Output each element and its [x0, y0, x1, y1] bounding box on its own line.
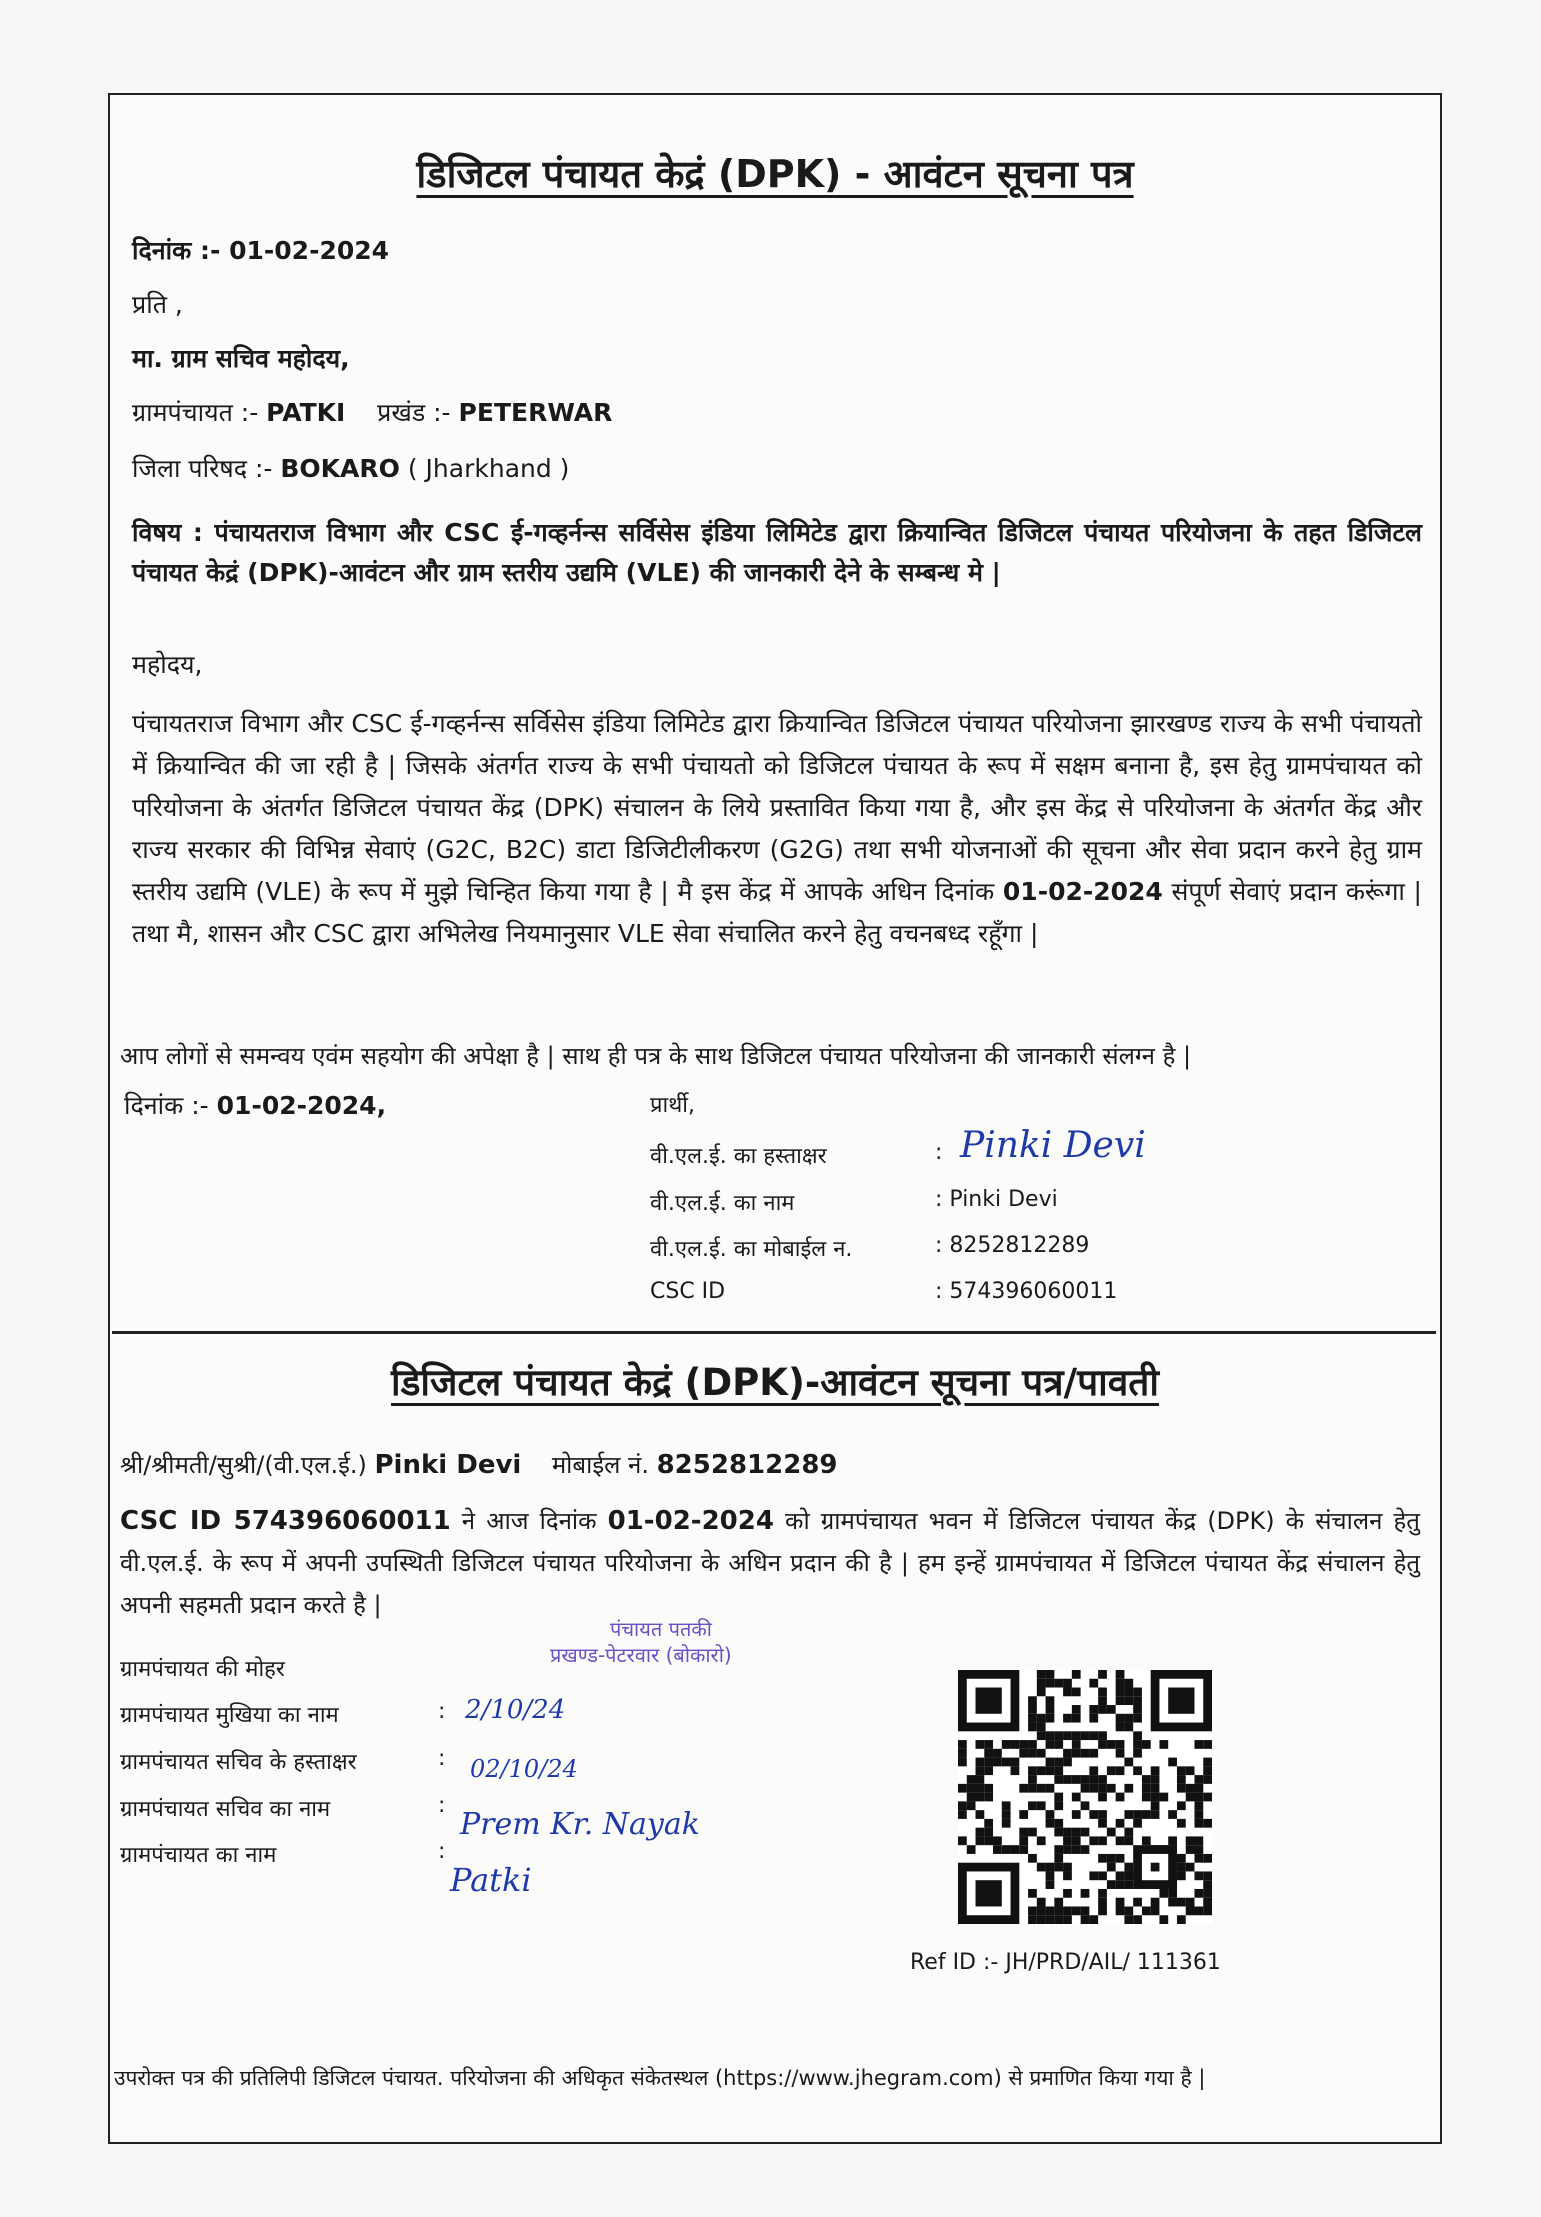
receipt-line1: [120, 1447, 838, 1483]
receipt-mobile-label: मोबाईल नं.: [551, 1451, 649, 1479]
vle-name: : Pinki Devi: [935, 1187, 1058, 1212]
letter-title: डिजिटल पंचायत केद्रं (DPK) - आवंटन सूचना पत्र: [416, 152, 1134, 196]
panchayat-label: ग्रामपंचायत :-: [132, 398, 259, 427]
receipt-part2: को ग्रामपंचायत भवन में डिजिटल पंचायत केंद्र (DPK) के संचालन हेतु वी.एल.ई. के रूप में अपनी उपस्थिती डिजिटल पंचायत परियोजना के अधिन प्रदान की है | हम इन्हें ग्रामपंचायत में डिजिटल पंचायत केंद्र संचालन हेतु अपनी सहमती प्रदान करते है |: [120, 1507, 1420, 1619]
body-paragraph: [132, 703, 1422, 955]
vle-csc: : 574396060011: [935, 1279, 1118, 1304]
addressee: मा. ग्राम सचिव महोदय,: [132, 344, 350, 373]
body-part2: संपूर्ण सेवाएं प्रदान करूंगा | तथा मै, शासन और CSC द्वारा अभिलेख नियमानुसार VLE सेवा संचालित करने हेतु वचनबध्द रहूँगा |: [132, 877, 1422, 948]
receipt-part1: ने आज दिनांक: [461, 1507, 597, 1535]
date-value: 01-02-2024: [229, 236, 390, 265]
footer-date-label: दिनांक :-: [124, 1091, 209, 1120]
receipt-name: Pinki Devi: [374, 1450, 522, 1480]
footer-date-value: 01-02-2024,: [216, 1091, 387, 1120]
vle-name-label: वी.एल.ई. का नाम: [650, 1191, 795, 1216]
district-value: BOKARO: [280, 454, 400, 483]
gp-sec-sign-label: ग्रामपंचायत सचिव के हस्ताक्षर: [120, 1750, 357, 1775]
gp-name-colon: :: [438, 1839, 446, 1864]
receipt-paragraph: [120, 1500, 1420, 1626]
gp-name-label: ग्रामपंचायत का नाम: [120, 1843, 277, 1868]
block-label: प्रखंड :-: [377, 398, 451, 427]
block-value: PETERWAR: [458, 398, 613, 427]
receipt-title: डिजिटल पंचायत केद्रं (DPK)-आवंटन सूचना पत्र/पावती: [391, 1361, 1159, 1404]
vle-mobile-label: वी.एल.ई. का मोबाईल न.: [650, 1237, 853, 1262]
vle-sign-colon: :: [935, 1140, 943, 1165]
district-label: जिला परिषद :-: [132, 454, 273, 483]
receipt-prefix: श्री/श्रीमती/सुश्री/(वी.एल.ई.): [120, 1451, 367, 1479]
receipt-date: 01-02-2024: [607, 1506, 774, 1536]
vle-mobile: : 8252812289: [935, 1233, 1090, 1258]
prati: प्रति ,: [132, 290, 183, 319]
vle-sign-label: वी.एल.ई. का हस्ताक्षर: [650, 1144, 827, 1169]
footer-note: उपरोक्त पत्र की प्रतिलिपी डिजिटल पंचायत. परियोजना की अधिकृत संकेतस्थल (https://www.jhegram.com) से प्रमाणित किया गया है |: [114, 2066, 1206, 2090]
salutation: महोदय,: [132, 650, 203, 679]
ref-id: Ref ID :- JH/PRD/AIL/ 111361: [910, 1950, 1221, 1975]
subject: विषय : पंचायतराज विभाग और CSC ई-गव्हर्नन्स सर्विसेस इंडिया लिमिटेड द्वारा क्रियान्वित डिजिटल पंचायत परियोजना के तहत डिजिटल पंचायत केद्रं (DPK)-आवंटन और ग्राम स्तरीय उद्यमि (VLE) की जानकारी देने के सम्बन्ध मे |: [132, 518, 1422, 587]
stamp-line1: पंचायत पतकी: [610, 1617, 712, 1641]
section-divider: [112, 1331, 1436, 1334]
stamp-line2: प्रखण्ड-पेटरवार (बोकारो): [550, 1643, 732, 1667]
closing-line: आप लोगों से समन्वय एवंम सहयोग की अपेक्षा है | साथ ही पत्र के साथ डिजिटल पंचायत परियोजना की जानकारी संलग्न है |: [120, 1042, 1192, 1070]
gp-secretary-name: Prem Kr. Nayak: [460, 1807, 700, 1842]
gp-head-colon: :: [438, 1699, 446, 1724]
gp-secretary-signature: 02/10/24: [470, 1755, 578, 1783]
receipt-csc: CSC ID 574396060011: [120, 1506, 451, 1536]
district-state: ( Jharkhand ): [407, 454, 570, 483]
vle-csc-label: CSC ID: [650, 1279, 726, 1304]
gp-seal-label: ग्रामपंचायत की मोहर: [120, 1657, 285, 1682]
footer-date: [124, 1088, 386, 1124]
gp-head-signature: 2/10/24: [465, 1695, 566, 1725]
gp-sec-sign-colon: :: [438, 1746, 446, 1771]
gp-sec-name-label: ग्रामपंचायत सचिव का नाम: [120, 1797, 331, 1822]
applicant-label: प्रार्थी,: [650, 1093, 695, 1118]
gp-sec-name-colon: :: [438, 1793, 446, 1818]
body-part1: पंचायतराज विभाग और CSC ई-गव्हर्नन्स सर्विसेस इंडिया लिमिटेड द्वारा क्रियान्वित डिजिटल पंचायत परियोजना झारखण्ड राज्य के सभी पंचायतो में क्रियान्वित की जा रही है | जिसके अंतर्गत राज्य के सभी पंचायतो को डिजिटल पंचायत के रूप में सक्षम बनाना है, इस हेतु ग्रामपंचायत को परियोजना के अंतर्गत डिजिटल पंचायत केंद्र (DPK) संचालन के लिये प्रस्तावित किया गया है, और इस केंद्र से परियोजना के अंतर्गत केंद्र और राज्य सरकार की विभिन्न सेवाएं (G2C, B2C) डाटा डिजिटीलीकरण (G2G) तथा सभी योजनाओं की सूचना और सेवा प्रदान करने हेतु ग्राम स्तरीय उद्यमि (VLE) के रूप में मुझे चिन्हित किया गया है | मै इस केंद्र में आपके अधिन दिनांक: [132, 709, 1422, 906]
qr-code-icon: [958, 1670, 1212, 1924]
body-date: 01-02-2024: [1002, 877, 1163, 906]
letter-frame: [108, 93, 1442, 2144]
date-line: [132, 233, 389, 269]
gp-name-value: Patki: [450, 1861, 532, 1899]
panchayat-value: PATKI: [266, 398, 346, 427]
district-line: [132, 451, 569, 487]
receipt-mobile: 8252812289: [656, 1450, 838, 1480]
date-label: दिनांक :-: [132, 236, 221, 265]
vle-signature: Pinki Devi: [960, 1125, 1146, 1166]
panchayat-line: [132, 395, 612, 431]
gp-head-label: ग्रामपंचायत मुखिया का नाम: [120, 1703, 339, 1728]
